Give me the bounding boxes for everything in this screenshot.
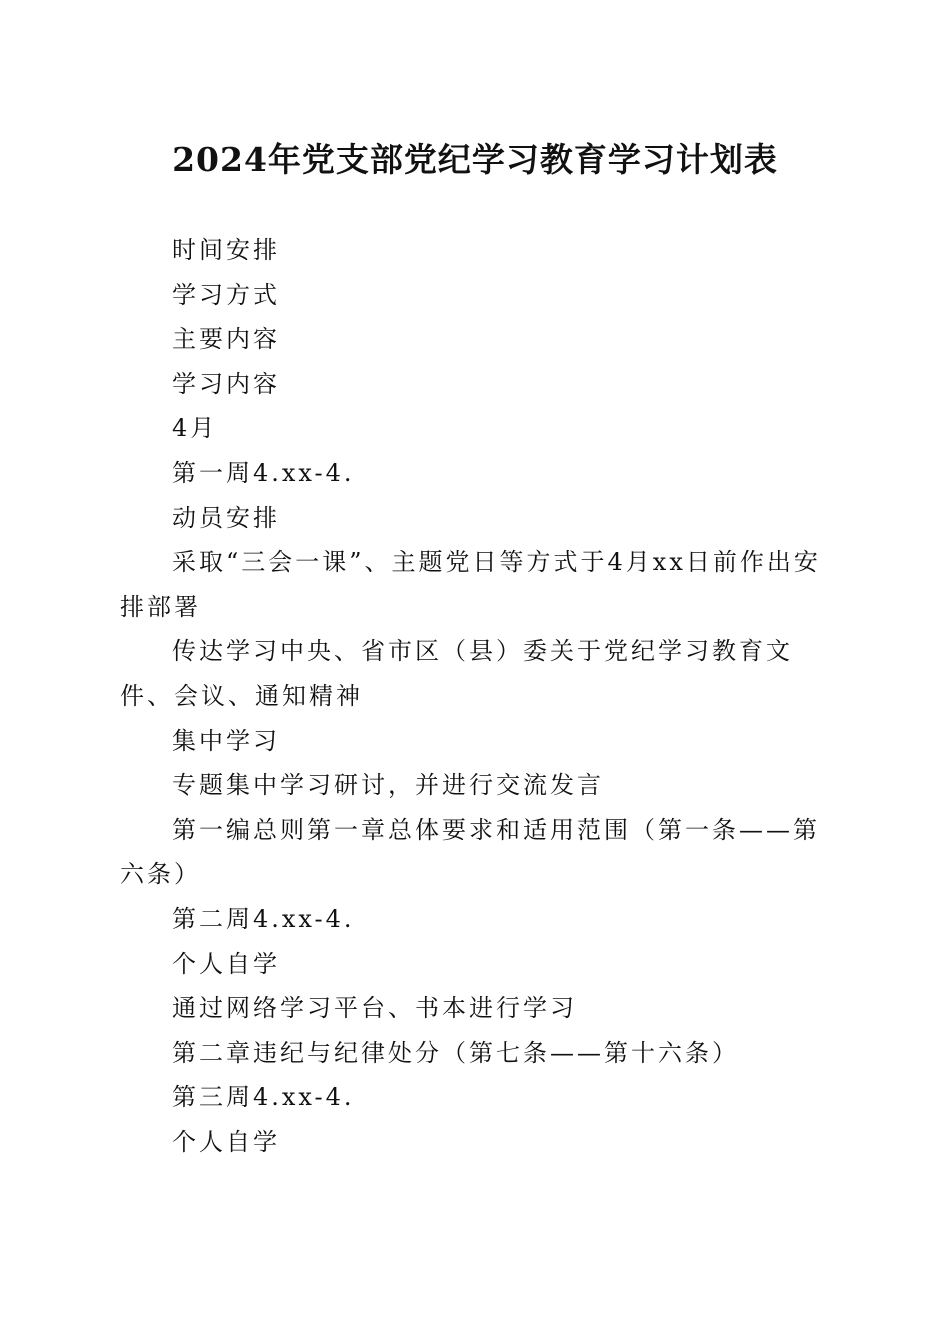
paragraph-chapter-two: 第二章违纪与纪律处分（第七条——第十六条） <box>172 1038 739 1067</box>
paragraph-self-study-2: 个人自学 <box>172 1127 280 1156</box>
paragraph-concentrated-study: 集中学习 <box>172 726 280 755</box>
paragraph-main-content: 主要内容 <box>172 325 280 354</box>
paragraph-week-one: 第一周4.xx-4. <box>172 458 355 487</box>
paragraph-relay-study: 传达学习中央、省市区（县）委关于党纪学习教育文件、会议、通知精神 <box>120 637 793 710</box>
paragraph-week-two: 第二周4.xx-4. <box>172 904 355 933</box>
paragraph-chapter-one: 第一编总则第一章总体要求和适用范围（第一条——第六条） <box>120 815 820 889</box>
paragraph-study-content: 学习内容 <box>172 369 280 398</box>
paragraph-seminar: 专题集中学习研讨，并进行交流发言 <box>172 771 604 800</box>
paragraph-week-three: 第三周4.xx-4. <box>172 1083 355 1112</box>
document-title: 2024年党支部党纪学习教育学习计划表 <box>172 140 778 179</box>
paragraph-mobilization-detail: 采取“三会一课”、主题党日等方式于4月xx日前作出安排部署 <box>120 548 821 621</box>
paragraph-online-study: 通过网络学习平台、书本进行学习 <box>172 994 577 1023</box>
paragraph-self-study: 个人自学 <box>172 949 280 978</box>
paragraph-study-method: 学习方式 <box>172 280 280 309</box>
document-body <box>120 228 832 1164</box>
paragraph-month: 4月 <box>172 414 218 443</box>
paragraph-time-arrangement: 时间安排 <box>172 236 280 264</box>
paragraph-mobilization: 动员安排 <box>172 503 280 532</box>
